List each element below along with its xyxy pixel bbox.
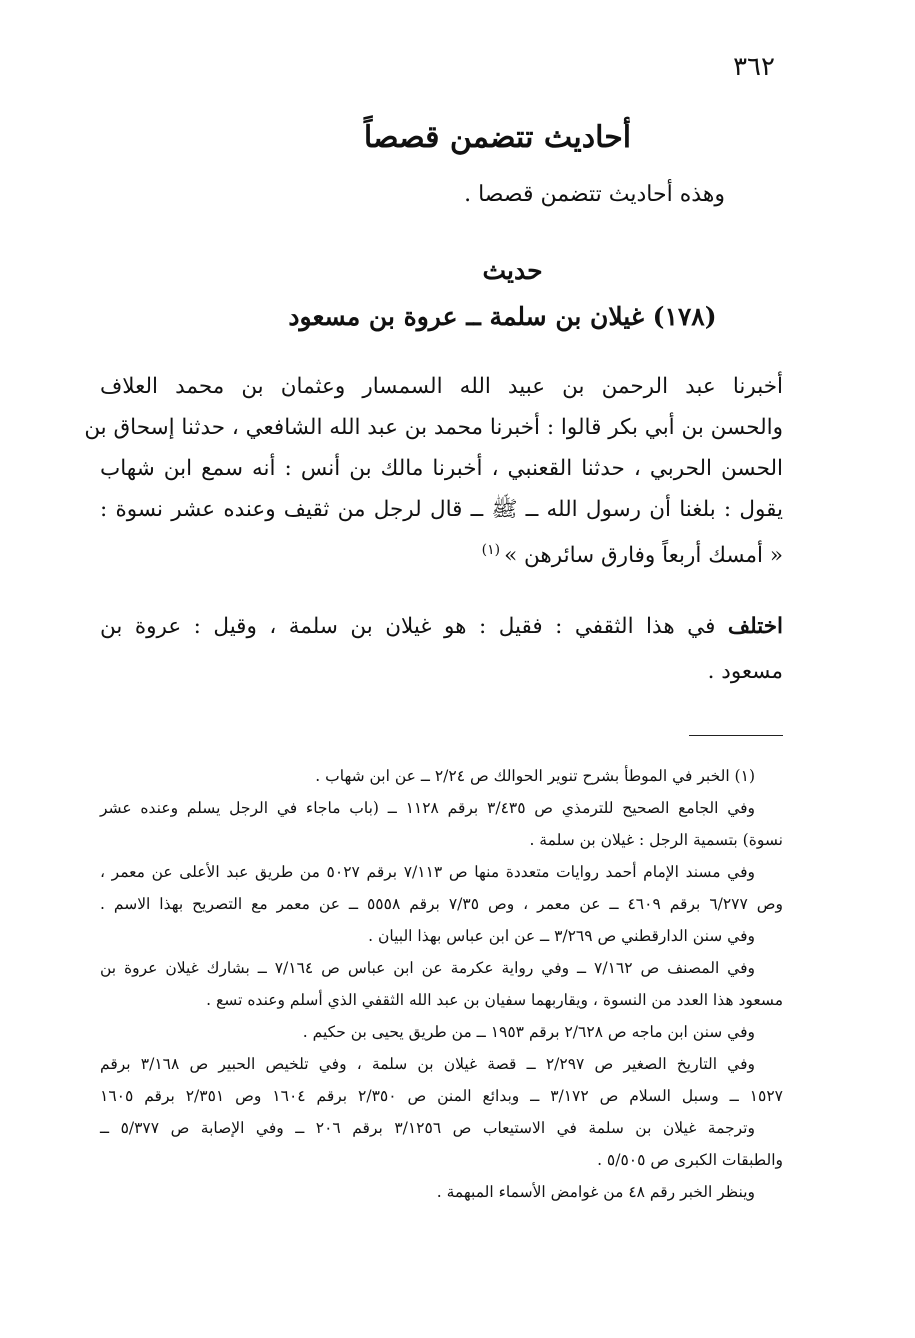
page-number: ٣٦٢: [733, 52, 775, 82]
commentary-line: مسعود .: [707, 659, 783, 684]
footnote-line: وفي سنن الدارقطني ص ٣/٢٦٩ ــ عن ابن عباس بهذا البيان .: [368, 927, 755, 945]
footnote-line: وص ٦/٢٧٧ برقم ٤٦٠٩ ــ عن معمر ، وص ٧/٣٥ برقم ٥٥٥٨ ــ عن معمر مع التصريح بهذا الاسم .: [100, 895, 784, 913]
footnote-divider: [689, 735, 783, 736]
footnote-line: والطبقات الكبرى ص ٥/٥٠٥ .: [597, 1151, 783, 1169]
hadith-text-line: الحسن الحربي ، حدثنا القعنبي ، أخبرنا مالك بن أنس : أنه سمع ابن شهاب: [100, 456, 783, 481]
footnote-line: وفي المصنف ص ٧/١٦٢ ــ وفي رواية عكرمة عن ابن عباس ص ٧/١٦٤ ــ بشارك غيلان عروة بن: [100, 959, 755, 977]
commentary-lead-word: اختلف: [727, 614, 783, 639]
hadith-text-line: يقول : بلغنا أن رسول الله ــ ﷺ ــ قال لرجل من ثقيف وعنده عشر نسوة :: [100, 497, 783, 522]
footnote-line: نسوة) بتسمية الرجل : غيلان بن سلمة .: [529, 831, 783, 849]
commentary-text: في هذا الثقفي : فقيل : هو غيلان بن سلمة ، وقيل : عروة بن: [100, 614, 716, 639]
footnote-line: (١) الخبر في الموطأ بشرح تنوير الحوالك ص ٢/٢٤ ــ عن ابن شهاب .: [315, 767, 755, 785]
footnote-line: ١٥٢٧ ــ وسبل السلام ص ٣/١٧٢ ــ وبدائع المنن ص ٢/٣٥٠ برقم ١٦٠٤ وص ٢/٣٥١ برقم ١٦٠٥: [100, 1087, 783, 1105]
footnote-line: وترجمة غيلان بن سلمة في الاستيعاب ص ٣/١٢٥٦ برقم ٢٠٦ ــ وفي الإصابة ص ٥/٣٧٧ ــ: [100, 1119, 755, 1137]
commentary-line: [100, 604, 783, 649]
hadith-text-line: والحسن بن أبي بكر قالوا : أخبرنا محمد بن عبد الله الشافعي ، حدثنا إسحاق بن: [84, 415, 783, 440]
footnote-line: مسعود هذا العدد من النسوة ، ويقاربهما سفيان بن عبد الله الثقفي الذي أسلم وعنده تسع .: [206, 991, 783, 1009]
hadith-text-quote: « أمسك أربعاً وفارق سائرهن »: [504, 543, 783, 569]
footnote-reference: (١): [481, 542, 501, 558]
commentary-paragraph: [100, 604, 783, 694]
footnote-line: وفي التاريخ الصغير ص ٢/٢٩٧ ــ قصة غيلان بن سلمة ، وفي تلخيص الحبير ص ٣/١٦٨ برقم: [100, 1055, 755, 1073]
footnote-line: وفي سنن ابن ماجه ص ٢/٦٢٨ برقم ١٩٥٣ ــ من طريق يحيى بن حكيم .: [302, 1023, 755, 1041]
footnote-line: وفي مسند الإمام أحمد روايات متعددة منها ص ٧/١١٣ برقم ٥٠٢٧ من طريق عبد الأعلى عن معمر ،: [100, 863, 755, 881]
hadith-label: حديث: [482, 256, 543, 285]
footnote-line: وينظر الخبر رقم ٤٨ من غوامض الأسماء المبهمة .: [436, 1183, 755, 1201]
hadith-text-line: [100, 530, 783, 571]
section-title: أحاديث تتضمن قصصاً: [363, 120, 632, 155]
hadith-text: [84, 366, 783, 571]
hadith-title: (١٧٨) غيلان بن سلمة ــ عروة بن مسعود: [288, 302, 717, 331]
footnotes: [100, 760, 783, 1208]
hadith-text-line: أخبرنا عبد الرحمن بن عبيد الله السمسار وعثمان بن محمد العلاف: [100, 374, 783, 399]
intro-sentence: وهذه أحاديث تتضمن قصصا .: [464, 182, 725, 207]
footnote-line: وفي الجامع الصحيح للترمذي ص ٣/٤٣٥ برقم ١١٢٨ ــ (باب ماجاء في الرجل يسلم وعنده عشر: [100, 799, 756, 817]
